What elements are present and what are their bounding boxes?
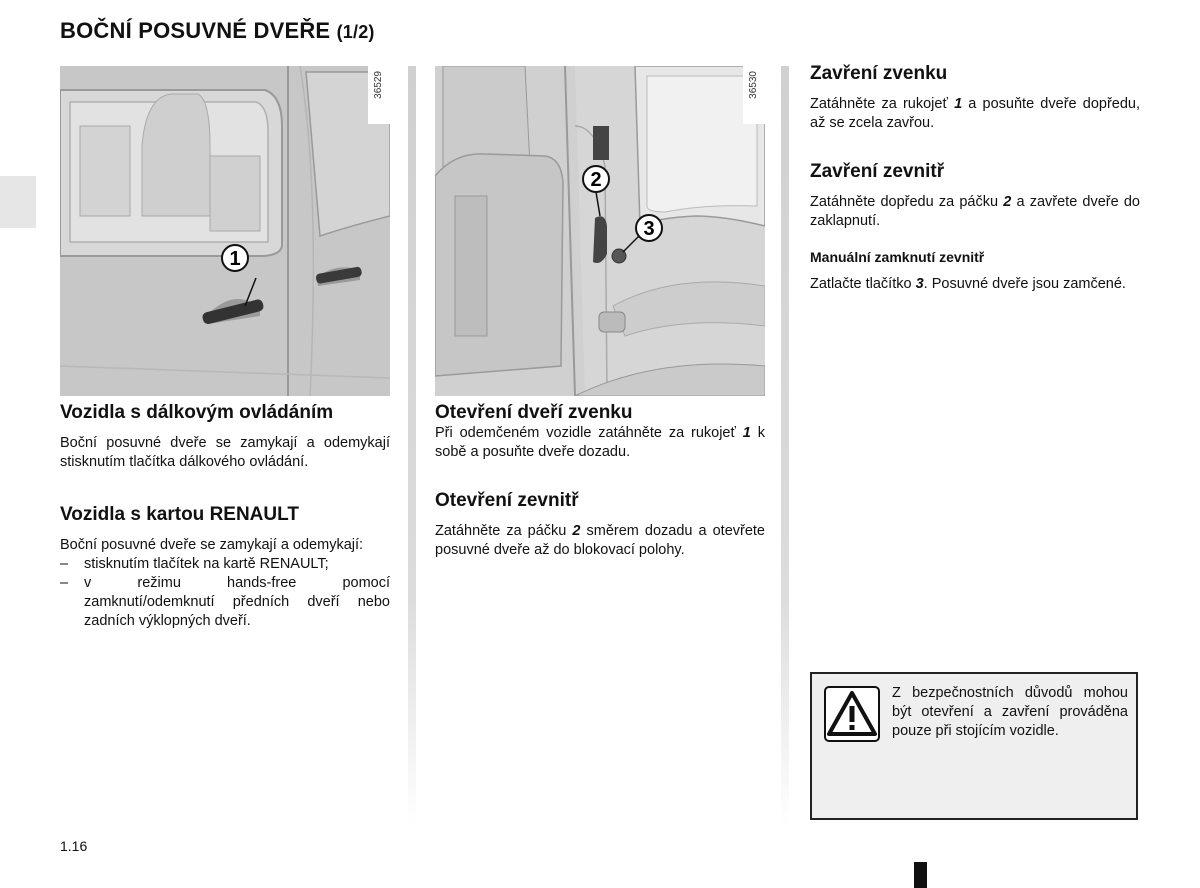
exterior-door-illustration xyxy=(60,66,390,396)
figure-id: 36530 xyxy=(748,71,759,99)
heading-renault-card: Vozidla s kartou RENAULT xyxy=(60,504,299,525)
page-title-part: (1/2) xyxy=(336,22,375,42)
heading-close-outside: Zavření zvenku xyxy=(810,63,948,84)
figure-id: 36529 xyxy=(373,71,384,99)
heading-manual-lock: Manuální zamknutí zevnitř xyxy=(810,249,985,265)
column-divider-1 xyxy=(408,66,416,826)
heading-remote-control: Vozidla s dálkovým ovládáním xyxy=(60,402,334,423)
section-tab-marker xyxy=(0,176,36,228)
warning-triangle-icon xyxy=(824,686,880,742)
list-item: – v režimu hands-free pomocí zamknutí/odemknutí předních dveří nebo zadních výklopných dveří. xyxy=(60,574,390,631)
figure-sliding-door-exterior xyxy=(60,66,390,396)
warning-box xyxy=(810,672,1138,820)
column-3 xyxy=(810,63,1140,294)
callout-3: 3 xyxy=(643,218,655,240)
renault-card-list xyxy=(60,555,390,631)
heading-open-inside: Otevření zevnitř xyxy=(435,490,579,511)
callout-2: 2 xyxy=(590,169,602,191)
text-close-inside: Zatáhněte dopředu za páčku 2 a zavřete dveře do zaklapnutí. xyxy=(810,194,1140,229)
heading-open-outside: Otevření dveří zvenku xyxy=(435,402,633,423)
figure-sliding-door-interior xyxy=(435,66,765,396)
warning-text: Z bezpečnostních důvodů mohou být otevření a zavření prováděna pouze při stojícím vozidle. xyxy=(892,685,1128,739)
figure-id-box xyxy=(743,66,765,124)
text-open-outside: Při odemčeném vozidle zatáhněte za rukojeť 1 k sobě a posuňte dveře dozadu. xyxy=(435,425,765,460)
page-edge-marker xyxy=(914,862,927,888)
heading-close-inside: Zavření zevnitř xyxy=(810,161,945,182)
page-number: 1.16 xyxy=(60,838,88,854)
page-title-main: BOČNÍ POSUVNÉ DVEŘE xyxy=(60,18,331,43)
figure-id-box xyxy=(368,66,390,124)
callout-1: 1 xyxy=(229,248,241,270)
text-open-inside: Zatáhněte za páčku 2 směrem dozadu a otevřete posuvné dveře až do blokovací polohy. xyxy=(435,523,765,558)
text-renault-card: Boční posuvné dveře se zamykají a odemykají: xyxy=(60,537,364,553)
text-remote-control: Boční posuvné dveře se zamykají a odemykají stisknutím tlačítka dálkového ovládání. xyxy=(60,435,390,470)
column-1 xyxy=(60,402,390,631)
text-close-outside: Zatáhněte za rukojeť 1 a posuňte dveře dopředu, až se zcela zavřou. xyxy=(810,96,1140,131)
column-divider-2 xyxy=(781,66,789,826)
list-item: – stisknutím tlačítek na kartě RENAULT; xyxy=(60,555,390,574)
column-2 xyxy=(435,402,765,560)
page-title xyxy=(60,18,375,44)
text-manual-lock: Zatlačte tlačítko 3. Posuvné dveře jsou zamčené. xyxy=(810,276,1126,292)
interior-door-illustration xyxy=(435,66,765,396)
